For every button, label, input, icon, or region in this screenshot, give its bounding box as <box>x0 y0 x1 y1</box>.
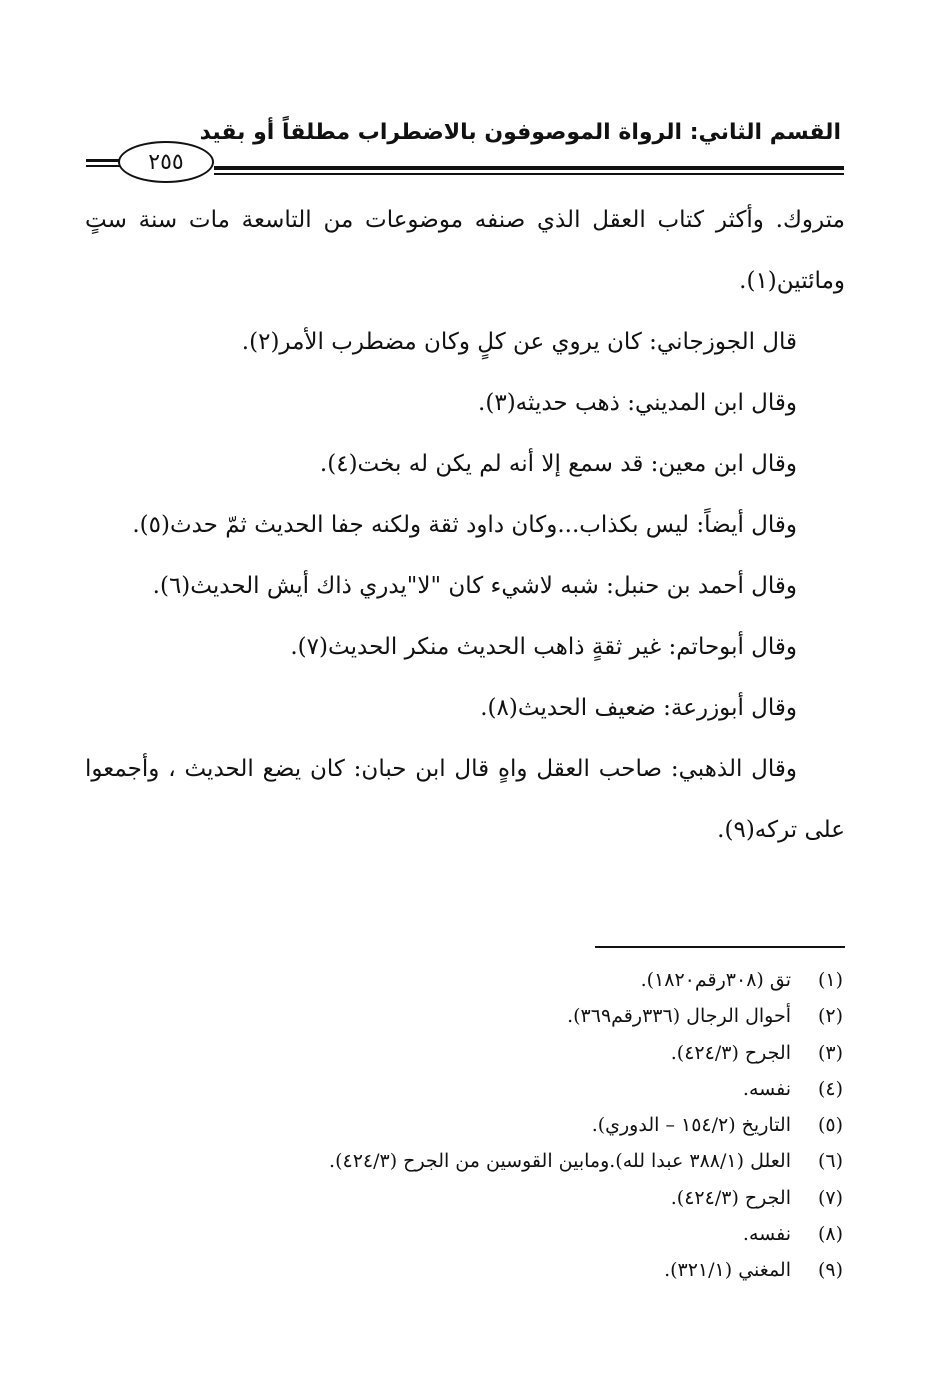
footnote-number: (٩) <box>817 1259 843 1282</box>
footnote-number: (٧) <box>817 1186 843 1209</box>
footnote-number: (١) <box>817 969 843 991</box>
footnote-text: الجرح (٤٢٤/٣). <box>670 1041 791 1064</box>
footnotes <box>143 962 843 1289</box>
footnote-text: العلل (٣٨٨/١ عبدا لله).ومابين القوسين من الجرح (٤٢٤/٣). <box>329 1150 791 1173</box>
footnote-text: الجرح (٤٢٤/٣). <box>670 1186 791 1209</box>
header-rule-thick <box>214 166 844 170</box>
footnote <box>143 962 843 998</box>
footnote-text: أحوال الرجال (٣٣٦رقم٣٦٩). <box>567 1005 791 1028</box>
page-number: ٢٥٥ <box>118 141 214 183</box>
paragraph: قال الجوزجاني: كان يروي عن كلٍ وكان مضطرب الأمر(٢). <box>241 329 797 355</box>
header-rule-left-thin <box>86 165 120 167</box>
footnote-text: تق (٣٠٨رقم١٨٢٠). <box>640 969 791 991</box>
footnote <box>143 1216 843 1252</box>
footnote-number: (٣) <box>817 1041 843 1064</box>
footnote <box>143 998 843 1034</box>
paragraph: وقال أبوزرعة: ضعيف الحديث(٨). <box>480 695 797 721</box>
header-rule-left-thick <box>86 159 120 162</box>
footnote-text: التاريخ (١٥٤/٢ – الدوري). <box>591 1114 791 1137</box>
footnote-text: نفسه. <box>742 1077 791 1100</box>
footnote-separator <box>595 946 845 948</box>
footnote-number: (٥) <box>817 1114 843 1137</box>
paragraph: وقال أحمد بن حنبل: شبه لاشيء كان "لا"يدري ذاك أيش الحديث(٦). <box>152 573 797 599</box>
footnote <box>143 1252 843 1288</box>
main-text <box>85 190 845 861</box>
footnote <box>143 1107 843 1143</box>
paragraph: وقال الذهبي: صاحب العقل واهٍ قال ابن حبان: كان يضع الحديث ، وأجمعوا على تركه(٩). <box>85 756 845 843</box>
footnote-number: (٤) <box>817 1077 843 1100</box>
running-title: القسم الثاني: الرواة الموصوفون بالاضطراب مطلقاً أو بقيد <box>199 120 841 145</box>
header-rule-thin <box>214 173 844 175</box>
paragraph: وقال ابن معين: قد سمع إلا أنه لم يكن له بخت(٤). <box>319 451 797 477</box>
footnote-number: (٨) <box>817 1223 843 1246</box>
footnote <box>143 1180 843 1216</box>
footnote <box>143 1071 843 1107</box>
footnote <box>143 1035 843 1071</box>
footnote-number: (٢) <box>817 1005 843 1028</box>
paragraph: وقال أيضاً: ليس بكذاب...وكان داود ثقة ولكنه جفا الحديث ثمّ حدث(٥). <box>132 512 797 538</box>
paragraph: وقال أبوحاتم: غير ثقةٍ ذاهب الحديث منكر الحديث(٧). <box>290 634 797 660</box>
footnote-text: المغني (٣٢١/١). <box>664 1259 791 1282</box>
footnote-text: نفسه. <box>742 1223 791 1246</box>
footnote-number: (٦) <box>817 1150 843 1173</box>
paragraph: متروك. وأكثر كتاب العقل الذي صنفه موضوعات من التاسعة مات سنة ستٍ ومائتين(١). <box>85 207 845 294</box>
footnote <box>143 1143 843 1179</box>
paragraph: وقال ابن المديني: ذهب حديثه(٣). <box>478 390 797 416</box>
